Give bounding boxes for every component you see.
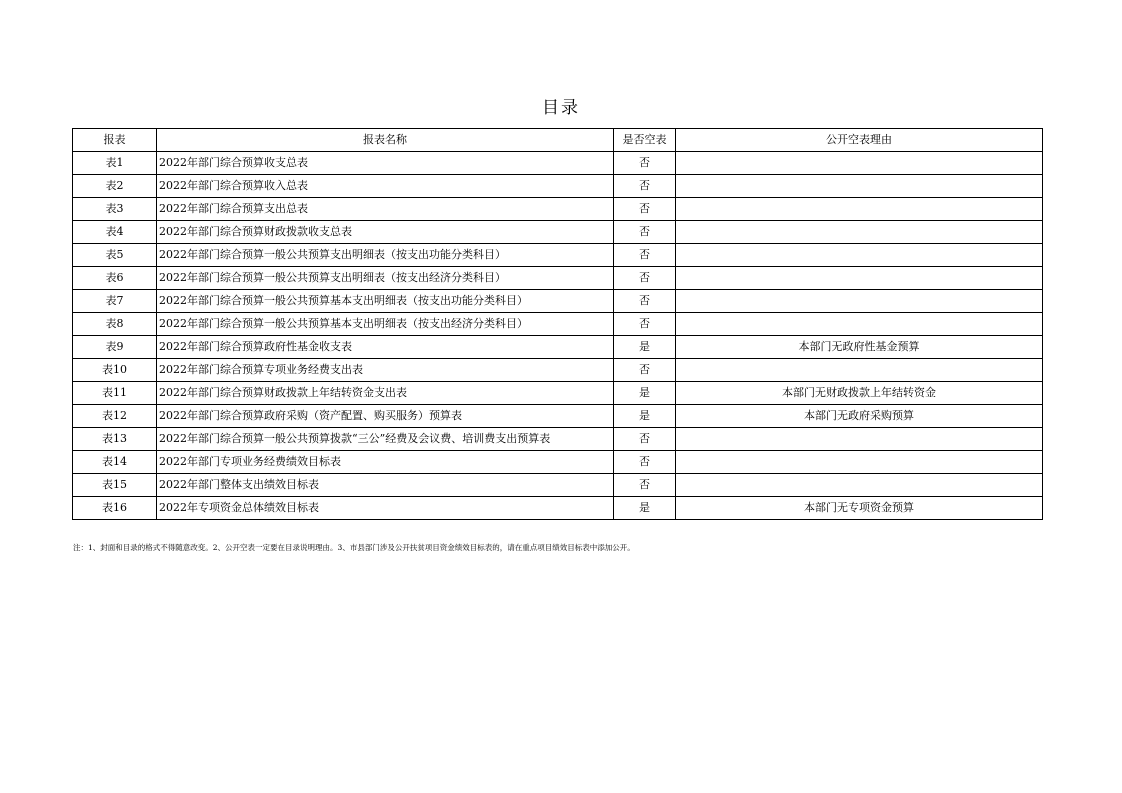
header-table-name: 报表名称 (157, 129, 614, 152)
is-empty-cell: 否 (614, 474, 676, 497)
footnote: 注：1、封面和目录的格式不得随意改变。2、公开空表一定要在目录说明理由。3、市县部门涉及公开扶贫项目资金绩效目标表的，请在重点项目绩效目标表中添加公开。 (73, 543, 635, 552)
table-name-cell: 2022年部门综合预算一般公共预算支出明细表（按支出功能分类科目） (157, 244, 614, 267)
table-row (73, 474, 1043, 497)
empty-reason-cell (676, 428, 1043, 451)
table-name-cell: 2022年部门综合预算专项业务经费支出表 (157, 359, 614, 382)
empty-reason-cell (676, 313, 1043, 336)
table-row (73, 290, 1043, 313)
table-row (73, 198, 1043, 221)
table-number-cell: 表15 (73, 474, 157, 497)
table-row (73, 497, 1043, 520)
empty-reason-cell (676, 290, 1043, 313)
empty-reason-cell (676, 198, 1043, 221)
is-empty-cell: 否 (614, 428, 676, 451)
table-name-cell: 2022年部门综合预算财政拨款上年结转资金支出表 (157, 382, 614, 405)
table-name-cell: 2022年专项资金总体绩效目标表 (157, 497, 614, 520)
table-header-row (73, 129, 1043, 152)
table-row (73, 267, 1043, 290)
table-name-cell: 2022年部门综合预算一般公共预算支出明细表（按支出经济分类科目） (157, 267, 614, 290)
empty-reason-cell: 本部门无政府性基金预算 (676, 336, 1043, 359)
is-empty-cell: 否 (614, 267, 676, 290)
table-row (73, 336, 1043, 359)
is-empty-cell: 否 (614, 290, 676, 313)
table-of-contents (72, 128, 1043, 520)
is-empty-cell: 是 (614, 405, 676, 428)
table-name-cell: 2022年部门综合预算一般公共预算基本支出明细表（按支出经济分类科目） (157, 313, 614, 336)
table-number-cell: 表4 (73, 221, 157, 244)
table-number-cell: 表3 (73, 198, 157, 221)
table-row (73, 175, 1043, 198)
header-table-number: 报表 (73, 129, 157, 152)
table-name-cell: 2022年部门综合预算财政拨款收支总表 (157, 221, 614, 244)
table-name-cell: 2022年部门综合预算收支总表 (157, 152, 614, 175)
table-row (73, 152, 1043, 175)
table-number-cell: 表1 (73, 152, 157, 175)
empty-reason-cell (676, 359, 1043, 382)
table-name-cell: 2022年部门综合预算支出总表 (157, 198, 614, 221)
is-empty-cell: 否 (614, 175, 676, 198)
empty-reason-cell (676, 175, 1043, 198)
table-number-cell: 表12 (73, 405, 157, 428)
is-empty-cell: 否 (614, 313, 676, 336)
table-name-cell: 2022年部门专项业务经费绩效目标表 (157, 451, 614, 474)
empty-reason-cell: 本部门无财政拨款上年结转资金 (676, 382, 1043, 405)
table-number-cell: 表16 (73, 497, 157, 520)
is-empty-cell: 是 (614, 497, 676, 520)
empty-reason-cell (676, 152, 1043, 175)
table-body (73, 152, 1043, 520)
empty-reason-cell (676, 451, 1043, 474)
table-row (73, 313, 1043, 336)
table-row (73, 359, 1043, 382)
table-name-cell: 2022年部门综合预算政府性基金收支表 (157, 336, 614, 359)
table-number-cell: 表7 (73, 290, 157, 313)
table-number-cell: 表6 (73, 267, 157, 290)
page-title: 目录 (542, 98, 580, 118)
table-number-cell: 表11 (73, 382, 157, 405)
table-name-cell: 2022年部门综合预算一般公共预算拨款“三公”经费及会议费、培训费支出预算表 (157, 428, 614, 451)
table-name-cell: 2022年部门整体支出绩效目标表 (157, 474, 614, 497)
table-row (73, 382, 1043, 405)
empty-reason-cell (676, 474, 1043, 497)
table-number-cell: 表8 (73, 313, 157, 336)
table-number-cell: 表13 (73, 428, 157, 451)
is-empty-cell: 否 (614, 451, 676, 474)
is-empty-cell: 否 (614, 221, 676, 244)
is-empty-cell: 否 (614, 198, 676, 221)
table-row (73, 405, 1043, 428)
empty-reason-cell (676, 244, 1043, 267)
empty-reason-cell (676, 267, 1043, 290)
table-name-cell: 2022年部门综合预算政府采购（资产配置、购买服务）预算表 (157, 405, 614, 428)
table-row (73, 451, 1043, 474)
empty-reason-cell (676, 221, 1043, 244)
table-number-cell: 表10 (73, 359, 157, 382)
empty-reason-cell: 本部门无政府采购预算 (676, 405, 1043, 428)
table-row (73, 221, 1043, 244)
header-empty-reason: 公开空表理由 (676, 129, 1043, 152)
is-empty-cell: 是 (614, 336, 676, 359)
table-number-cell: 表9 (73, 336, 157, 359)
is-empty-cell: 是 (614, 382, 676, 405)
table-number-cell: 表14 (73, 451, 157, 474)
table-row (73, 244, 1043, 267)
empty-reason-cell: 本部门无专项资金预算 (676, 497, 1043, 520)
table-row (73, 428, 1043, 451)
table-name-cell: 2022年部门综合预算收入总表 (157, 175, 614, 198)
table-number-cell: 表2 (73, 175, 157, 198)
is-empty-cell: 否 (614, 244, 676, 267)
is-empty-cell: 否 (614, 359, 676, 382)
header-is-empty: 是否空表 (614, 129, 676, 152)
is-empty-cell: 否 (614, 152, 676, 175)
table-name-cell: 2022年部门综合预算一般公共预算基本支出明细表（按支出功能分类科目） (157, 290, 614, 313)
table-number-cell: 表5 (73, 244, 157, 267)
